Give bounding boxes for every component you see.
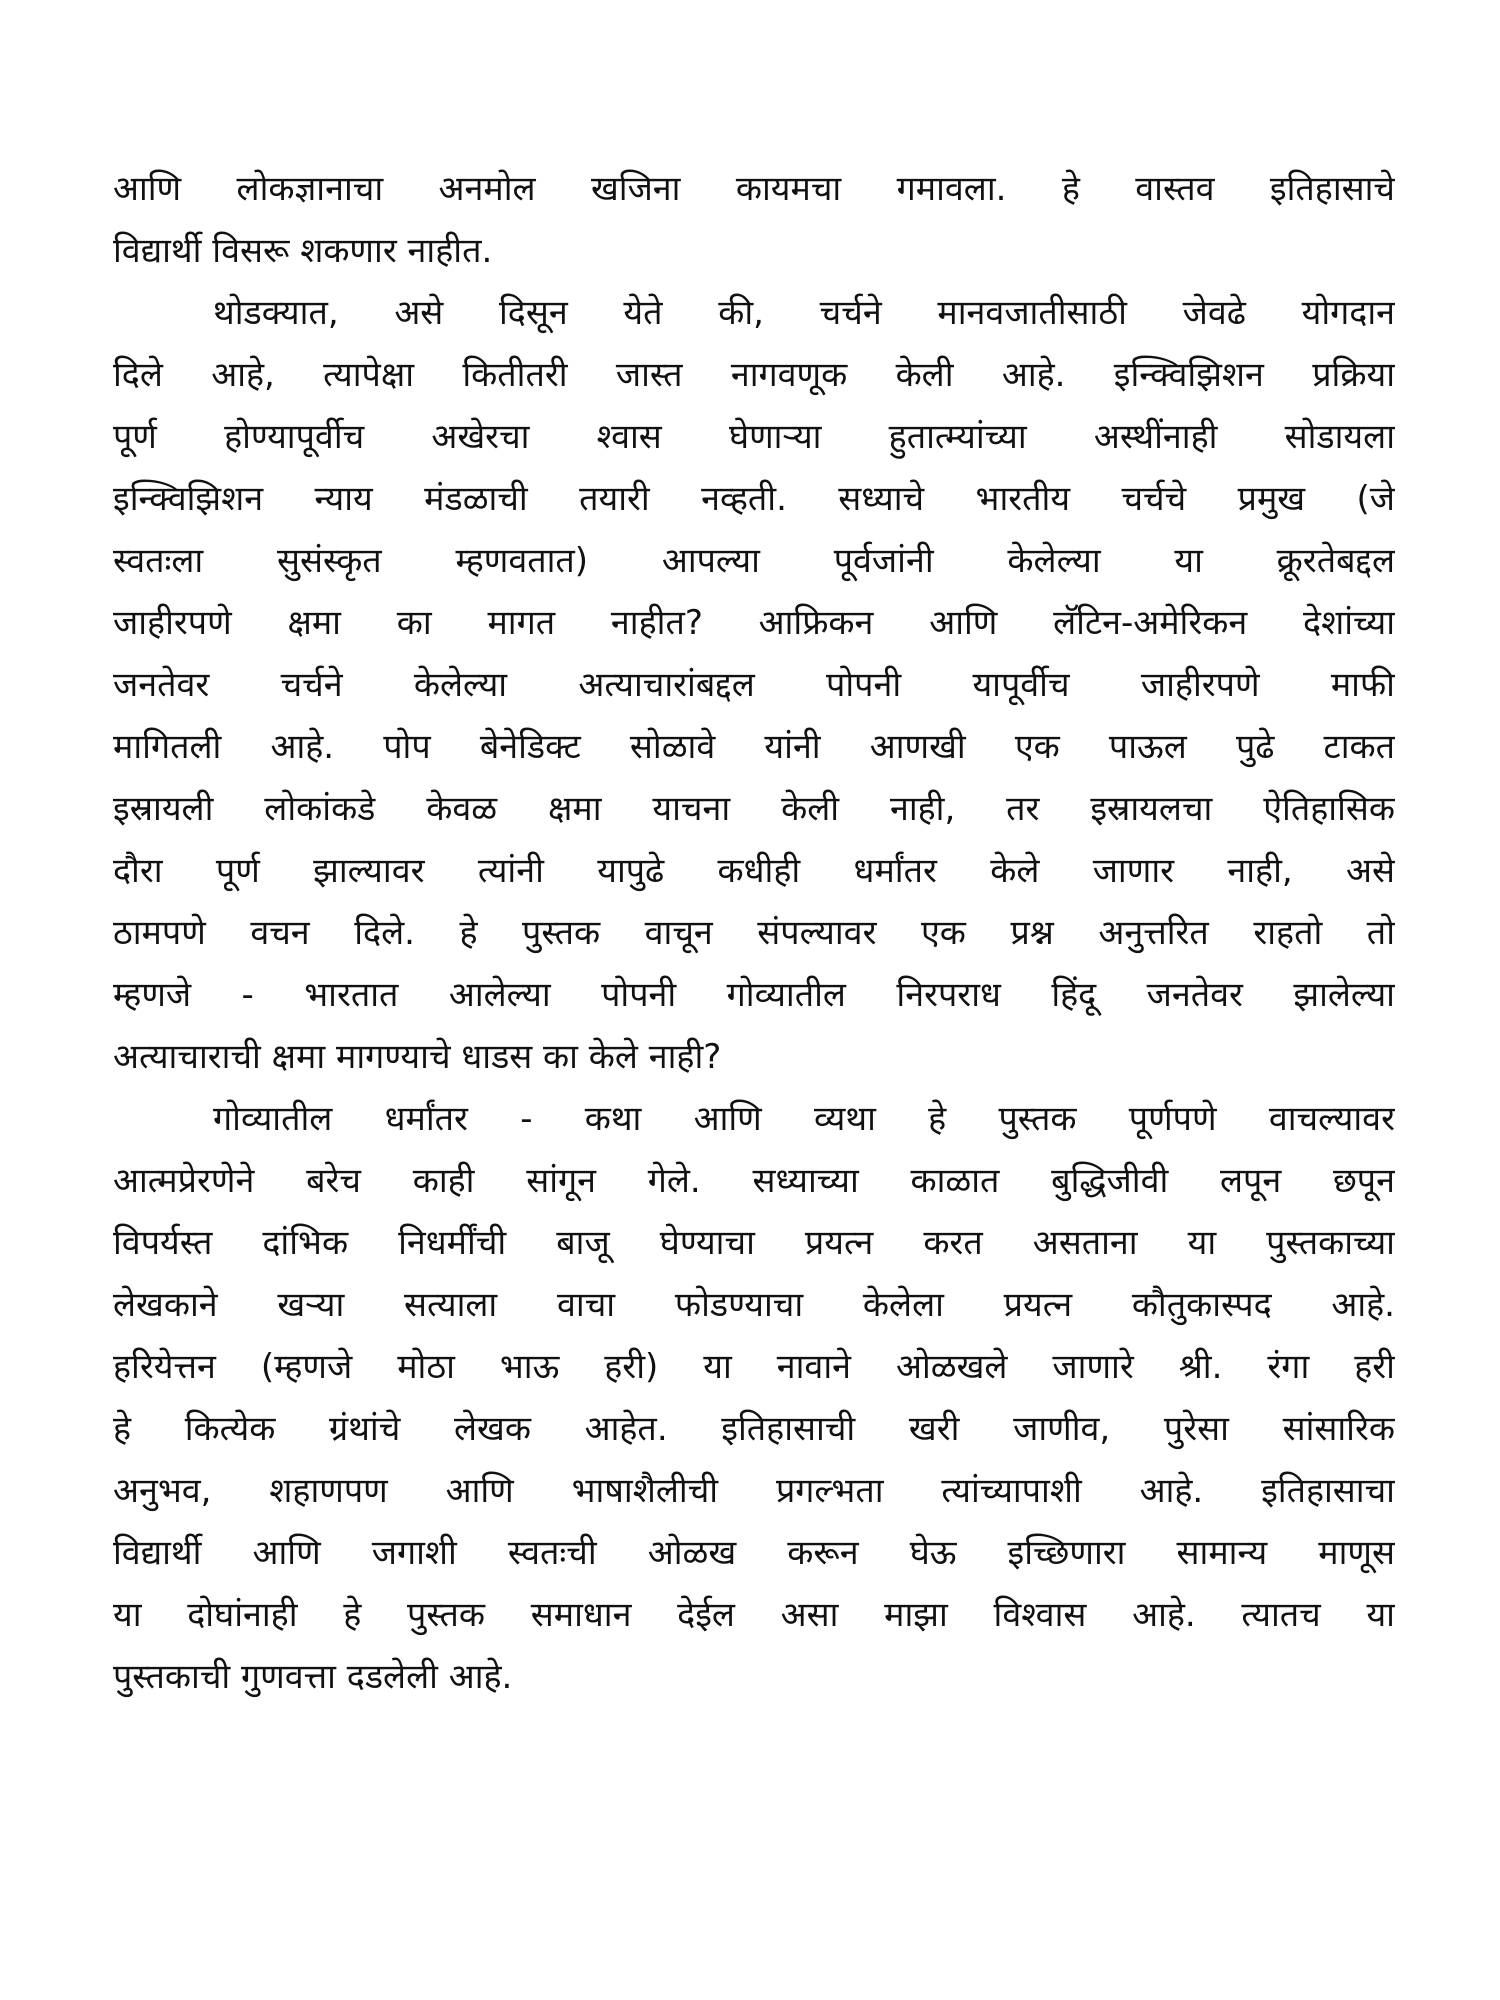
text-line: हरियेत्तन (म्हणजे मोठा भाऊ हरी) या नावाने ओळखले जाणारे श्री. रंगा हरी	[113, 1347, 1395, 1387]
text-line: विद्यार्थी विसरू शकणार नाहीत.	[113, 231, 493, 271]
text-line: हे कित्येक ग्रंथांचे लेखक आहेत. इतिहासाची खरी जाणीव, पुरेसा सांसारिक	[113, 1409, 1395, 1449]
text-line: लेखकाने खऱ्या सत्याला वाचा फोडण्याचा केलेला प्रयत्न कौतुकास्पद आहे.	[113, 1285, 1395, 1325]
text-line: म्हणजे - भारतात आलेल्या पोपनी गोव्यातील निरपराध हिंदू जनतेवर झालेल्या	[113, 975, 1395, 1015]
text-line: ठामपणे वचन दिले. हे पुस्तक वाचून संपल्यावर एक प्रश्न अनुत्तरित राहतो तो	[113, 913, 1395, 953]
text-line: जनतेवर चर्चने केलेल्या अत्याचारांबद्दल पोपनी यापूर्वीच जाहीरपणे माफी	[113, 665, 1395, 705]
text-line: जाहीरपणे क्षमा का मागत नाहीत? आफ्रिकन आणि लॅटिन-अमेरिकन देशांच्या	[113, 603, 1395, 643]
text-line: या दोघांनाही हे पुस्तक समाधान देईल असा माझा विश्वास आहे. त्यातच या	[113, 1595, 1395, 1635]
text-line: इस्रायली लोकांकडे केवळ क्षमा याचना केली नाही, तर इस्रायलचा ऐतिहासिक	[113, 789, 1395, 829]
text-line: मागितली आहे. पोप बेनेडिक्ट सोळावे यांनी आणखी एक पाऊल पुढे टाकत	[113, 727, 1395, 767]
text-line: दिले आहे, त्यापेक्षा कितीतरी जास्त नागवणूक केली आहे. इन्क्विझिशन प्रक्रिया	[113, 355, 1395, 395]
text-line: दौरा पूर्ण झाल्यावर त्यांनी यापुढे कधीही धर्मांतर केले जाणार नाही, असे	[113, 851, 1395, 891]
text-line: अनुभव, शहाणपण आणि भाषाशैलीची प्रगल्भता त्यांच्यापाशी आहे. इतिहासाचा	[113, 1471, 1395, 1511]
text-line: आत्मप्रेरणेने बरेच काही सांगून गेले. सध्याच्या काळात बुद्धिजीवी लपून छपून	[113, 1161, 1395, 1201]
text-line: गोव्यातील धर्मांतर - कथा आणि व्यथा हे पुस्तक पूर्णपणे वाचल्यावर	[213, 1099, 1395, 1139]
paragraph-2	[113, 282, 1395, 1088]
text-line: विद्यार्थी आणि जगाशी स्वतःची ओळख करून घेऊ इच्छिणारा सामान्य माणूस	[113, 1533, 1395, 1573]
text-line: आणि लोकज्ञानाचा अनमोल खजिना कायमचा गमावला. हे वास्तव इतिहासाचे	[113, 169, 1395, 209]
text-line: विपर्यस्त दांभिक निधर्मींची बाजू घेण्याचा प्रयत्न करत असताना या पुस्तकाच्या	[113, 1223, 1395, 1263]
paragraph-1	[113, 158, 1395, 282]
text-line: स्वतःला सुसंस्कृत म्हणवतात) आपल्या पूर्वजांनी केलेल्या या क्रूरतेबद्दल	[113, 541, 1395, 581]
text-line: अत्याचाराची क्षमा मागण्याचे धाडस का केले नाही?	[113, 1037, 722, 1077]
text-line: पूर्ण होण्यापूर्वीच अखेरचा श्वास घेणाऱ्या हुतात्म्यांच्या अस्थींनाही सोडायला	[113, 417, 1395, 457]
body-text	[113, 158, 1395, 1708]
text-line: पुस्तकाची गुणवत्ता दडलेली आहे.	[113, 1657, 513, 1697]
text-line: थोडक्यात, असे दिसून येते की, चर्चने मानवजातीसाठी जेवढे योगदान	[213, 293, 1395, 333]
paragraph-3	[113, 1088, 1395, 1708]
text-line: इन्क्विझिशन न्याय मंडळाची तयारी नव्हती. सध्याचे भारतीय चर्चचे प्रमुख (जे	[113, 479, 1395, 519]
